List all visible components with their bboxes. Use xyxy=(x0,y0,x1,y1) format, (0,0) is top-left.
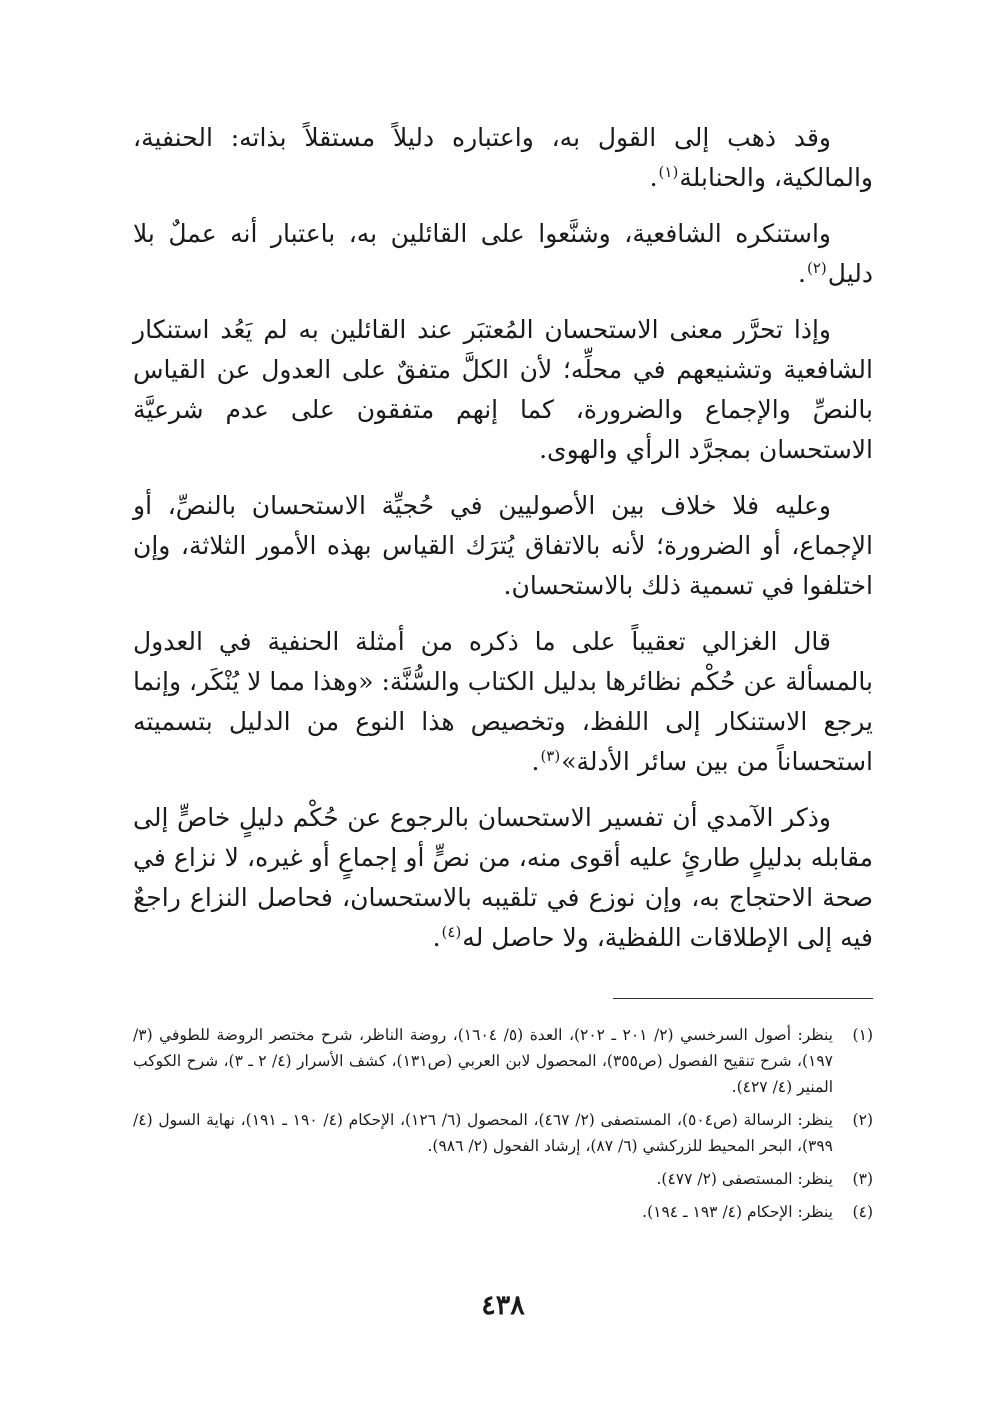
paragraph-end: . xyxy=(432,923,441,952)
page-number: ٤٣٨ xyxy=(481,1290,525,1321)
footnote-text: ينظر: الرسالة (ص٥٠٤)، المستصفى (٢/ ٤٦٧)، المحصول (٦/ ١٢٦)، الإحكام (٤/ ١٩٠ ـ ١٩١)، نهاية السول (٤/ ٣٩٩)، البحر المحيط للزركشي (٦/ ٨٧)، إرشاد الفحول (٢/ ٩٨٦). xyxy=(133,1111,833,1155)
footnote-number: (٤) xyxy=(852,1203,873,1221)
paragraph-3 xyxy=(133,310,873,470)
paragraph-text: واستنكره الشافعية، وشنَّعوا على القائلين به، باعتبار أنه عملٌ بلا دليل xyxy=(133,219,873,288)
paragraph-2 xyxy=(133,214,873,294)
footnote-4 xyxy=(133,1199,873,1225)
paragraph-text: وقد ذهب إلى القول به، واعتباره دليلاً مستقلاً بذاته: الحنفية، والمالكية، والحنابلة xyxy=(133,123,873,192)
paragraph-text: وذكر الآمدي أن تفسير الاستحسان بالرجوع عن حُكْم دليلٍ خاصٍّ إلى مقابله بدليلٍ طارئٍ عليه أقوى منه، من نصٍّ أو إجماعٍ أو غيره، لا نزاع في صحة الاحتجاج به، وإن نوزع في تلقيبه بالاستحسان، فحاصل النزاع راجعٌ فيه إلى الإطلاقات اللفظية، ولا حاصل له xyxy=(133,803,873,952)
footnote-text: ينظر: أصول السرخسي (٢/ ٢٠١ ـ ٢٠٢)، العدة (٥/ ١٦٠٤)، روضة الناظر، شرح مختصر الروضة للطوفي (٣/ ١٩٧)، شرح تنقيح الفصول (ص٣٥٥)، المحصول لابن العربي (ص١٣١)، كشف الأسرار (٤/ ٢ ـ ٣)، شرح الكوكب المنير (٤/ ٤٢٧). xyxy=(133,1026,833,1096)
paragraph-text: وعليه فلا خلاف بين الأصوليين في حُجيِّة الاستحسان بالنصِّ، أو الإجماع، أو الضرورة؛ لأنه بالاتفاق يُترَك القياس بهذه الأمور الثلاثة، وإن اختلفوا في تسمية ذلك بالاستحسان. xyxy=(133,491,873,600)
footnote-ref-3[interactable]: (٣) xyxy=(540,747,561,765)
paragraph-end: . xyxy=(531,747,540,776)
footnote-number: (٢) xyxy=(852,1111,873,1129)
paragraph-4 xyxy=(133,486,873,606)
footnote-number: (١) xyxy=(852,1026,873,1044)
paragraph-1 xyxy=(133,118,873,198)
book-page xyxy=(133,118,873,1321)
footnotes xyxy=(133,1022,873,1232)
footnote-2 xyxy=(133,1107,873,1159)
footnote-separator xyxy=(613,998,873,999)
paragraph-6 xyxy=(133,798,873,958)
paragraph-end: . xyxy=(798,259,806,288)
footnote-text: ينظر: المستصفى (٢/ ٤٧٧). xyxy=(656,1170,833,1188)
footnote-3 xyxy=(133,1166,873,1192)
footnote-text: ينظر: الإحكام (٤/ ١٩٣ ـ ١٩٤). xyxy=(642,1203,833,1221)
footnote-ref-4[interactable]: (٤) xyxy=(441,923,462,941)
paragraph-5 xyxy=(133,622,873,782)
footnote-number: (٣) xyxy=(852,1170,873,1188)
paragraph-text: قال الغزالي تعقيباً على ما ذكره من أمثلة الحنفية في العدول بالمسألة عن حُكْم نظائرها بدليل الكتاب والسُّنَّة: «وهذا مما لا يُنْكَر، وإنما يرجع الاستنكار إلى اللفظ، وتخصيص هذا النوع من الدليل بتسميته استحساناً من بين سائر الأدلة» xyxy=(133,627,873,776)
paragraph-text: وإذا تحرَّر معنى الاستحسان المُعتبَر عند القائلين به لم يَعُد استنكار الشافعية وتشنيعهم في محلِّه؛ لأن الكلَّ متفقٌ على العدول عن القياس بالنصِّ والإجماع والضرورة، كما إنهم متفقون على عدم شرعيَّة الاستحسان بمجرَّد الرأي والهوى. xyxy=(133,315,873,464)
paragraph-end: . xyxy=(649,163,658,192)
footnote-ref-2[interactable]: (٢) xyxy=(806,259,827,277)
footnote-ref-1[interactable]: (١) xyxy=(658,163,679,181)
footnote-1 xyxy=(133,1022,873,1100)
